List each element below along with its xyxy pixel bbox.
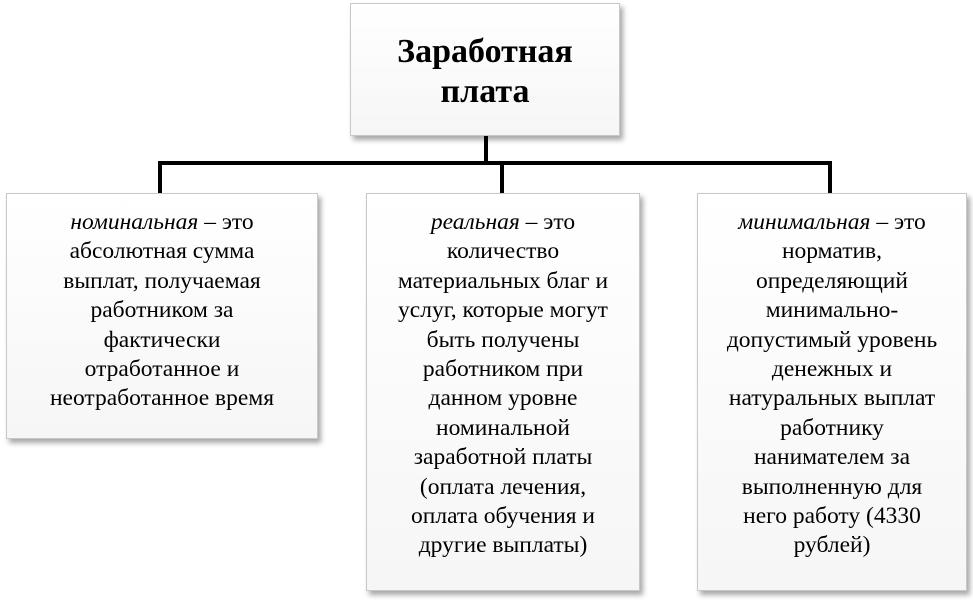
- definition-line: неотработанное время: [49, 385, 275, 412]
- category-definition: [367, 208, 639, 237]
- root-title: Заработная плата: [397, 32, 573, 110]
- root-node: [350, 3, 620, 136]
- definition-line: другие выплаты): [418, 532, 588, 559]
- definition-line: фактически: [103, 326, 221, 353]
- definition-line: допустимый уровень: [726, 326, 938, 353]
- definition-line: определяющий: [756, 267, 908, 294]
- term-separator: – это: [519, 209, 576, 235]
- category-definition: [698, 208, 966, 237]
- definition-line: работником при: [422, 356, 584, 383]
- category-node-nominal: [6, 193, 318, 439]
- category-definition: [7, 208, 317, 237]
- definition-line: количество: [446, 238, 560, 265]
- definition-line: нанимателем за: [753, 444, 910, 471]
- definition-line: работником за: [90, 297, 234, 324]
- definition-line: рублей): [793, 532, 871, 559]
- definition-line: выполненную для: [741, 473, 923, 500]
- definition-line: отработанное и: [84, 356, 240, 383]
- term-separator: – это: [198, 209, 254, 235]
- definition-line: выплат, получаемая: [63, 267, 261, 294]
- category-node-minimal: [697, 193, 967, 591]
- category-term: минимальная: [738, 209, 871, 235]
- definition-line: номинальной: [436, 414, 570, 441]
- definition-line: него работу (4330: [743, 503, 921, 530]
- definition-line: работнику: [780, 414, 884, 441]
- definition-line: норматив,: [781, 238, 883, 265]
- definition-line: заработной платы: [413, 444, 593, 471]
- definition-line: (оплата лечения,: [419, 473, 587, 500]
- category-term: номинальная: [70, 209, 199, 235]
- term-separator: – это: [870, 209, 926, 235]
- definition-line: материальных благ и: [397, 267, 609, 294]
- category-node-real: [366, 193, 640, 591]
- definition-line: услуг, которые могут: [398, 297, 608, 324]
- definition-line: денежных и: [771, 356, 893, 383]
- definition-line: натуральных выплат: [728, 385, 936, 412]
- definition-line: абсолютная сумма: [69, 238, 255, 265]
- definition-line: быть получены: [426, 326, 580, 353]
- definition-line: оплата обучения и: [411, 503, 595, 530]
- definition-line: минимально-: [765, 297, 899, 324]
- category-term: реальная: [430, 209, 520, 235]
- definition-line: данном уровне: [428, 385, 578, 412]
